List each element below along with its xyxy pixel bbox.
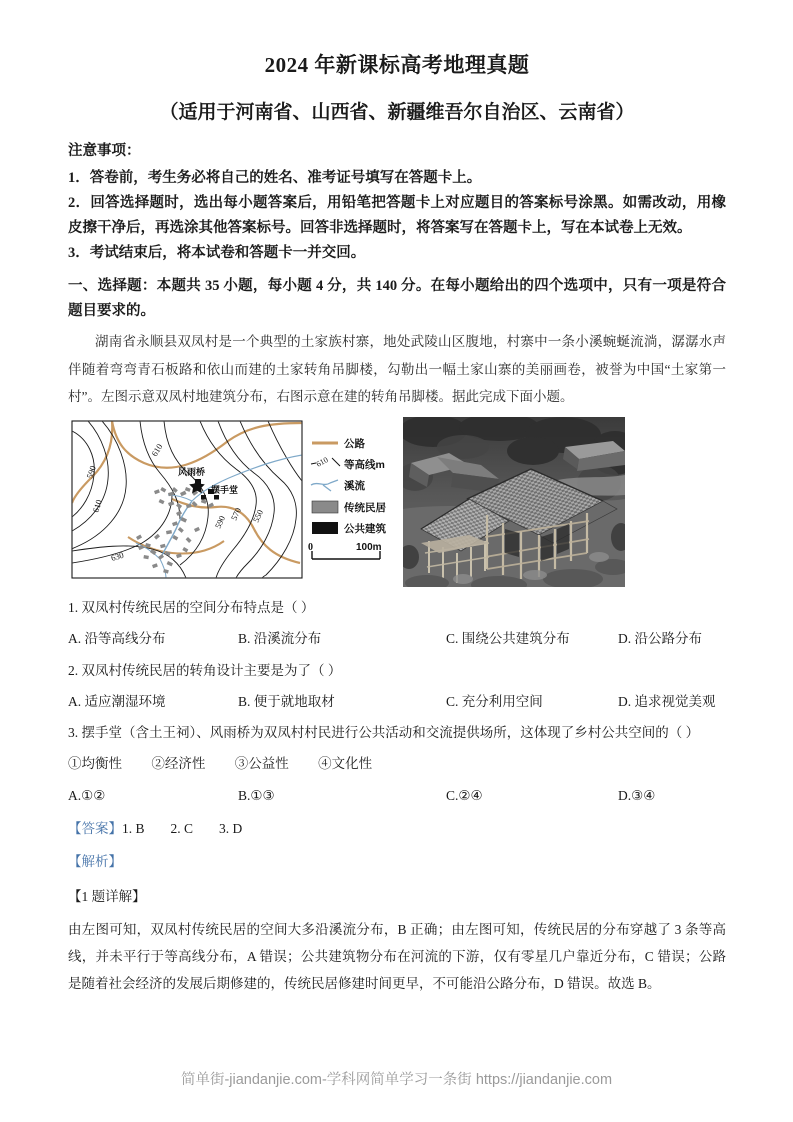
answer-item-2: 2. C xyxy=(170,820,194,836)
contour-label-550: 550 xyxy=(250,508,266,524)
question-3-option-b[interactable]: B.①③ xyxy=(238,787,275,803)
legend-label-stream: 溪流 xyxy=(344,480,365,493)
map-legend xyxy=(308,437,386,559)
question-1-option-c[interactable]: C. 围绕公共建筑分布 xyxy=(446,631,570,647)
stilt-house-photo xyxy=(403,417,625,587)
question-3-option-c[interactable]: C.②④ xyxy=(446,787,483,803)
question-2-stem: 2. 双凤村传统民居的转角设计主要是为了（ ） xyxy=(68,662,342,678)
notice-item-3: 3．考试结束后，将本试卷和答题卡一并交回。 xyxy=(68,245,366,262)
question-3-sub-option-2: ②经济性 xyxy=(151,756,206,772)
map-label-baishoutang: 摆手堂 xyxy=(211,485,239,496)
notices-heading: 注意事项： xyxy=(68,142,141,159)
contour-label-610-left: 610 xyxy=(90,498,104,514)
question-2-option-a[interactable]: A. 适应潮湿环境 xyxy=(68,693,166,709)
scale-end-label: 100m xyxy=(356,542,382,554)
legend-label-public: 公共建筑 xyxy=(344,523,386,536)
analysis-detail-heading: 【1 题详解】 xyxy=(68,889,146,905)
contour-label-570: 570 xyxy=(228,506,244,522)
question-3-sub-options xyxy=(68,754,726,774)
page-title: 2024 年新课标高考地理真题 xyxy=(264,53,530,77)
legend-label-traditional: 传统民居 xyxy=(344,502,386,515)
page-footer: 简单街-jiandanjie.com-学科网简单学习一条街 https://jiandanjie.com xyxy=(180,1072,613,1088)
question-1-stem: 1. 双凤村传统民居的空间分布特点是（ ） xyxy=(68,600,315,616)
notice-item-2: 2．回答选择题时，选出每小题答案后，用铅笔把答题卡上对应题目的答案标号涂黑。如需改动，用橡皮擦干净后，再选涂其他答案标号。回答非选择题时，将答案写在答题卡上，写在本试卷上无效。 xyxy=(68,195,726,237)
figure-group xyxy=(68,417,726,587)
question-1-option-a[interactable]: A. 沿等高线分布 xyxy=(68,631,166,647)
question-3-option-a[interactable]: A.①② xyxy=(68,787,106,803)
answer-line xyxy=(68,819,726,839)
notice-item-1: 1．答卷前，考生务必将自己的姓名、准考证号填写在答题卡上。 xyxy=(68,170,482,187)
question-3-sub-option-1: ①均衡性 xyxy=(68,756,122,772)
legend-label-contour: 等高线m xyxy=(344,459,385,472)
analysis-tag: 【解析】 xyxy=(68,854,122,870)
analysis-detail-body: 由左图可知，双凤村传统民居的空间大多沿溪流分布，B 正确；由左图可知，传统民居的分布穿越了 3 条等高线，并未平行于等高线分布，A 错误；公共建筑物分布在河流的下游，仅有零星几户靠近分布，C 错误；公路是随着社会经济的发展后期修建的，传统民居修建时间更早，不可能沿公路分布，D 错误。故选 B。 xyxy=(68,921,726,991)
question-1-options xyxy=(68,629,726,649)
question-1-option-b[interactable]: B. 沿溪流分布 xyxy=(238,631,322,647)
map-svg xyxy=(68,417,393,582)
question-3-sub-option-3: ③公益性 xyxy=(234,756,289,772)
scale-start-label: 0 xyxy=(308,542,313,554)
contour-label-610-mid: 610 xyxy=(149,442,165,459)
question-2-options xyxy=(68,692,726,712)
photo-svg xyxy=(403,417,625,587)
question-3-sub-option-4: ④文化性 xyxy=(318,756,373,772)
question-2-option-c[interactable]: C. 充分利用空间 xyxy=(446,693,543,709)
document-content xyxy=(68,52,726,997)
contour-label-590: 590 xyxy=(84,464,98,480)
question-3-option-d[interactable]: D.③④ xyxy=(618,787,656,803)
reading-passage: 湖南省永顺县双凤村是一个典型的土家族村寨，地处武陵山区腹地，村寨中一条小溪蜿蜒流淌，潺潺水声伴随着弯弯青石板路和依山而建的土家转角吊脚楼，勾勒出一幅土家山寨的美丽画卷，被誉为中国“土家第一村”。左图示意双凤村地建筑分布，右图示意在建的转角吊脚楼。据此完成下面小题。 xyxy=(68,334,726,405)
answer-tag: 【答案】 xyxy=(68,820,122,836)
map-label-fengyuqiao: 风雨桥 xyxy=(178,467,206,478)
question-3-options xyxy=(68,786,726,806)
question-3-stem: 3. 摆手堂（含土王祠）、风雨桥为双凤村村民进行公共活动和交流提供场所，这体现了乡村公共空间的（ ） xyxy=(68,725,700,741)
legend-label-road: 公路 xyxy=(344,438,365,451)
legend-contour-value: 610 xyxy=(314,455,330,469)
contour-label-590-right: 590 xyxy=(212,514,228,530)
village-distribution-map xyxy=(68,417,393,582)
question-2-option-b[interactable]: B. 便于就地取材 xyxy=(238,693,335,709)
question-2-option-d[interactable]: D. 追求视觉美观 xyxy=(618,693,716,709)
page-subtitle: （适用于河南省、山西省、新疆维吾尔自治区、云南省） xyxy=(159,102,635,124)
section-heading: 一、选择题：本题共 35 小题，每小题 4 分，共 140 分。在每小题给出的四个选项中，只有一项是符合题目要求的。 xyxy=(68,278,726,320)
answer-item-3: 3. D xyxy=(219,820,243,836)
answer-item-1: 1. B xyxy=(122,820,145,836)
question-1-option-d[interactable]: D. 沿公路分布 xyxy=(618,631,702,647)
contour-label-630: 630 xyxy=(109,549,125,564)
